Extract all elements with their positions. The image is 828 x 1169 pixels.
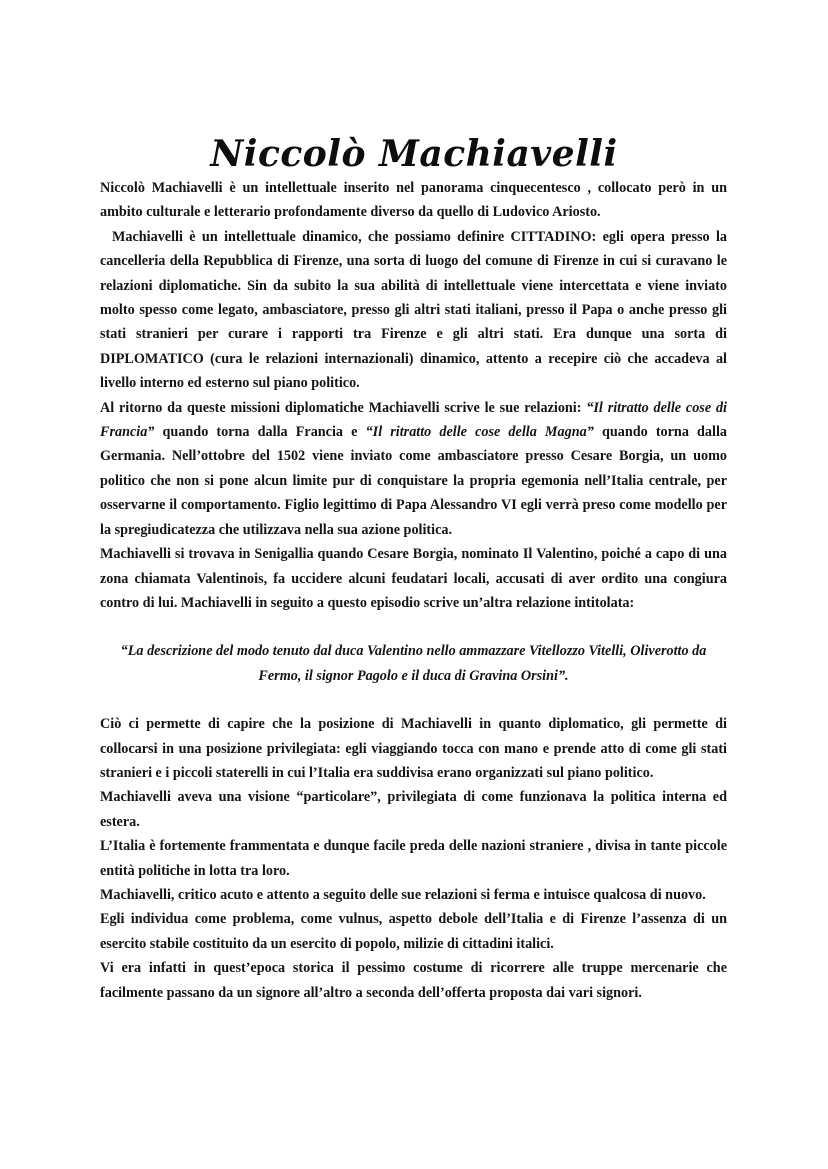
paragraph-relazioni-end: quando torna dalla Germania. Nell’ottobre del 1502 viene inviato come ambasciatore presso Cesare Borgia, un uomo politico che non si pone alcun limite pur di conquistare la propria egemonia nell’Italia centrale, per osservarne il comportamento. Figlio legittimo di Papa Alessandro VI egli verrà preso come modello per la spregiudicatezza che utilizzava nella sua azione politica. (100, 424, 728, 538)
page-title: Niccolò Machiavelli (210, 133, 618, 176)
paragraph-critico: Machiavelli, critico acuto e attento a seguito delle sue relazioni si ferma e intuisce qualcosa di nuovo. (100, 886, 706, 903)
work-title-magna: “Il ritratto delle cose della Magna” (365, 424, 594, 441)
paragraph-cittadino: Machiavelli è un intellettuale dinamico, che possiamo definire CITTADINO: egli opera presso la cancelleria della Repubblica di Firenze, una sorta di luogo del comune di Firenze in cui si curavano le relazioni diplomatiche. Sin da subito la sua abilità di intellettuale viene intercettata e viene inviato molto spesso come legato, ambasciatore, presso gli altri stati italiani, presso il Papa o anche presso gli stati stranieri per curare i rapporti tra Firenze e gli altri stati. Era dunque una sorta di DIPLOMATICO (cura le relazioni internazionali) dinamico, attento a recepire ciò che accadeva al livello interno ed esterno sul piano politico. (100, 228, 727, 392)
paragraph-intro: Niccolò Machiavelli è un intellettuale inserito nel panorama cinquecentesco , collocato però in un ambito culturale e letterario profondamente diverso da quello di Ludovico Ariosto. (100, 180, 727, 221)
paragraph-relazioni-mid: quando torna dalla Francia e (154, 424, 366, 441)
paragraph-italia: L’Italia è fortemente frammentata e dunque facile preda delle nazioni straniere , divisa in tante piccole entità politiche in lotta tra loro. (100, 838, 727, 879)
work-title-francia: “Il ritratto delle cose di Francia” (100, 399, 727, 441)
paragraph-posizione: Ciò ci permette di capire che la posizione di Machiavelli in quanto diplomatico, gli permette di collocarsi in una posizione privilegiata: egli viaggiando tocca con mano e prende atto di come gli stati stranieri e i piccoli staterelli in cui l’Italia era suddivisa erano organizzati sul piano politico. (100, 716, 727, 781)
paragraph-relazioni-start: Al ritorno da queste missioni diplomatiche Machiavelli scrive le sue relazioni: (100, 399, 587, 416)
paragraph-relazioni (100, 396, 727, 542)
paragraph-senigallia: Machiavelli si trovava in Senigallia quando Cesare Borgia, nominato Il Valentino, poiché a capo di una zona chiamata Valentinois, fa uccidere alcuni feudatari locali, accusati di aver ordito una congiura contro di lui. Machiavelli in seguito a questo episodio scrive un’altra relazione intitolata: (100, 546, 727, 611)
paragraph-mercenarie: Vi era infatti in quest’epoca storica il pessimo costume di ricorrere alle truppe mercenarie che facilmente passano da un signore all’altro a seconda dell’offerta proposta dai vari signori. (100, 960, 727, 1001)
quoted-title: “La descrizione del modo tenuto dal duca Valentino nello ammazzare Vitellozzo Vitelli, Oliverotto da Fermo, il signor Pagolo e il duca di Gravina Orsini”. (120, 643, 707, 684)
paragraph-visione: Machiavelli aveva una visione “particolare”, privilegiata di come funzionava la politica interna ed estera. (100, 789, 727, 830)
paragraph-esercito: Egli individua come problema, come vulnus, aspetto debole dell’Italia e di Firenze l’assenza di un esercito stabile costituito da un esercito di popolo, milizie di cittadini italici. (100, 911, 727, 952)
document-body (100, 176, 727, 1005)
